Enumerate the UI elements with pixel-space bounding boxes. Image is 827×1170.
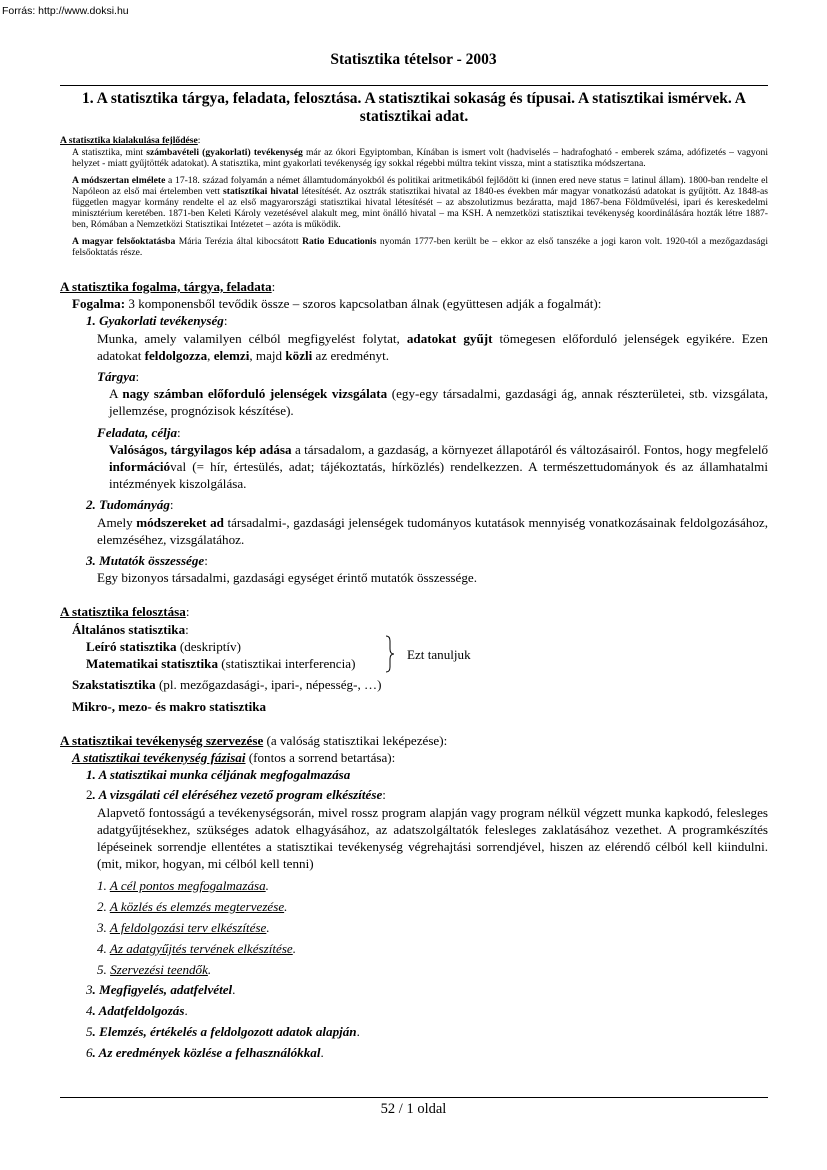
intro-heading: A statisztika kialakulása fejlődése	[60, 135, 198, 146]
brace-note: Ezt tanuljuk	[407, 646, 471, 662]
matematikai-item: Matematikai statisztika (statisztikai interferencia)	[86, 656, 356, 672]
felosztas-heading: A statisztika felosztása	[60, 604, 186, 620]
step-3: 3. Megfigyelés, adatfelvétel.	[86, 982, 236, 998]
document-body	[60, 135, 768, 1061]
section-title: 1. A statisztika tárgya, feladata, felosztása. A statisztikai sokaság és típusai. A statisztikai ismérvek. A statisztikai adat.	[82, 90, 746, 125]
fogalma-definition: Fogalma: 3 komponensből tevődik össze – szoros kapcsolatban álnak (együttesen adják a fogalmát):	[72, 296, 602, 312]
szervezes-section: A statisztikai tevékenység szervezése (a valóság statisztikai leképezése): A statisztikai tevékenység fázisai (fontos a sorrend betartása): 1. A statisztikai munka céljának megfogalmazása 2. A vizsgálati cél eléréséhez vezető program elkészítése: Alapvető fontosságú a tevékenységsorán, mivel rossz program alapján vagy program nélkül végzett munka kapkodó, felesleges adatgyűjtésekhez, szükséges adatok elhagyásához, az adatszolgáltatók felesleges zaklatásához vezethet. A programkészítés lépéseinek sorrendje ellentétes a statisztikai tevékenység végrehajtási sorrendjével, hiszen az elérendő célból kell kiindulni. (mit, mikor, hogyan, mi célból kell tenni) 1. A cél pontos megfogalmazása. 2. A közlés és elemzés megtervezése. 3. A feldolgozási terv elkészítése. 4. Az adatgyűjtés tervének elkészítése. 5. Szervezési teendők. 3. Megfigyelés, adatfelvétel. 4. Adatfeldolgozás. 5. Elemzés, értékelés a feldolgozott adatok alapján. 6. Az eredmények közlése a felhasználókkal.	[60, 732, 768, 1060]
list-item: 1. A cél pontos megfogalmazása.	[97, 878, 269, 894]
header-rule	[60, 85, 768, 86]
fogalma-section: A statisztika fogalma, tárgya, feladata: Fogalma: 3 komponensből tevődik össze – szoros kapcsolatban álnak (együttesen adják a fogalmát): 1. Gyakorlati tevékenység: Munka, amely valamilyen célból megfigyelést folytat, adatokat gyűjt tömegesen előforduló jelenségek egyikére. Ezen adatokat feldolgozza, elemzi, majd közli az eredményt. Tárgya: A nagy számban előforduló jelenségek vizsgálata (egy-egy társadalmi, gazdasági ág, annak részterületei, stb. vizsgálata, jellemzése, prognózisok készítése). Feladata, célja: Valóságos, tárgyilagos kép adása a társadalom, a gazdaság, a környezet állapotáról és változásairól. Fontos, hogy megfelelő információval (= hír, értesülés, adat; tájékoztatás, hírközlés) rendelkezzen. A természettudományok és az államhatalmi intézmények kiszolgálása. 2. Tudományág: Amely módszereket ad társadalmi-, gazdasági jelenségek tudományos kutatások mennyiség vonatkozásainak feldolgozásához, elemzéséhez, vizsgálatához. 3. Mutatók összessége: Egy bizonyos társadalmi, gazdasági egységet érintő mutatók összessége.	[60, 279, 769, 586]
step-6: 6. Az eredmények közlése a felhasználókkal.	[86, 1044, 324, 1060]
felosztas-section: A statisztika felosztása: Általános statisztika: Leíró statisztika (deskriptív) Matematikai statisztika (statisztikai interferencia) Ezt tanuljuk Szakstatisztika (pl. mezőgazdasági-, ipari-, népesség-, …) Mikro-, mezo- és makro statisztika	[60, 603, 768, 714]
altalanos-item: Általános statisztika:	[72, 621, 189, 637]
intro-paragraph-2: A módszertan elmélete a 17-18. század folyamán a német államtudományokból és politikai aritmetikából fejlődött ki (innen ered neve status = latinul állam). 1800-ban rendelte el Napóleon az első mai értelemben vett statisztikai hivatal létesítését. Az osztrák statisztikai hivatal az 1840-es években már magyar vonatkozású adatokat is gyűjtött. Az 1848-as független magyar kormány rendelte el az első magyarországi statisztikai hivatal létesítését – az abszolutizmus bezáratta, majd 1867-bena Földművelési, ipari és kereskedelmi minisztérium keretében. 1871-ben Keleti Károly vezetésével alakult meg, mint önálló hivatal – ma KSH. A nemzetközi statisztikai tevékenység koordinálására hozták létre 1887-ben, Rómában a Nemzetközi Statisztikai Intézetet – azóta is működik.	[72, 174, 769, 231]
tudomanyag-heading: 2. Tudományág:	[86, 497, 174, 513]
fogalma-heading: A statisztika fogalma, tárgya, feladata	[60, 279, 272, 295]
page-number: 52 / 1 oldal	[380, 1101, 447, 1117]
source-label: Forrás: http://www.doksi.hu	[2, 5, 129, 17]
program-steps-list	[60, 877, 768, 977]
step-2: 2. A vizsgálati cél eléréséhez vezető program elkészítése:	[86, 787, 386, 803]
szervezes-heading: A statisztikai tevékenység szervezése	[60, 732, 264, 748]
feladata-text: Valóságos, tárgyilagos kép adása a társadalom, a gazdaság, a környezet állapotáról és változásairól. Fontos, hogy megfelelő információval (= hír, értesülés, adat; tájékoztatás, hírközlés) rendelkezzen. A természettudományok és az államhatalmi intézmények kiszolgálása.	[109, 441, 768, 492]
step-4: 4. Adatfeldolgozás.	[86, 1003, 188, 1019]
list-item: 4. Az adatgyűjtés tervének elkészítése.	[97, 940, 297, 956]
step-2-text: Alapvető fontosságú a tevékenységsorán, mivel rossz program alapján vagy program nélkül végzett munka kapkodó, felesleges adatgyűjtésekhez, szükséges adatok elhagyásához, az adatszolgáltatók felesleges zaklatásához vezethet. A programkészítés lépéseinek sorrendje ellentétes a statisztikai tevékenység végrehajtási sorrendjével, hiszen az elérendő célból kell kiindulni. (mit, mikor, hogyan, mi célból kell tenni)	[97, 804, 768, 872]
gyakorlati-heading: 1. Gyakorlati tevékenység:	[86, 313, 228, 329]
list-item: 2. A közlés és elemzés megtervezése.	[97, 899, 288, 915]
step-5: 5. Elemzés, értékelés a feldolgozott adatok alapján.	[86, 1023, 360, 1039]
list-item: 5. Szervezési teendők.	[97, 961, 212, 977]
mutatok-heading: 3. Mutatók összessége:	[86, 553, 208, 569]
list-item: 3. A feldolgozási terv elkészítése.	[97, 919, 270, 935]
targya-heading: Tárgya:	[97, 369, 140, 385]
gyakorlati-text: Munka, amely valamilyen célból megfigyelést folytat, adatokat gyűjt tömegesen előforduló jelenségek egyikére. Ezen adatokat feldolgozza, elemzi, majd közli az eredményt.	[97, 330, 768, 363]
footer-rule	[60, 1097, 768, 1098]
curly-brace-icon	[385, 635, 395, 673]
intro-block: A statisztika kialakulása fejlődése: A statisztika, mint számbavételi (gyakorlati) tevékenység már az ókori Egyiptomban, Kínában is ismert volt (hadviselés – hadrafogható - emberek száma, adófizetés – vagyoni helyzet - miatt gyűjtötték adatokat). A statisztika, mint gyakorlati tevékenység így sokkal régebbi múltra tekint vissza, mint a statisztika módszertana. A módszertan elmélete a 17-18. század folyamán a német államtudományokból és politikai aritmetikából fejlődött ki (innen ered neve status = latinul állam). 1800-ban rendelte el Napóleon az első mai értelemben vett statisztikai hivatal létesítését. Az osztrák statisztikai hivatal az 1840-es években már magyar vonatkozású adatokat is gyűjtött. Az 1848-as független magyar kormány rendelte el az első magyarországi statisztikai hivatal létesítését – az abszolutizmus bezáratta, majd 1867-bena Földművelési, ipari és kereskedelmi minisztérium keretében. 1871-ben Keleti Károly vezetésével alakult meg, mint önálló hivatal – ma KSH. A nemzetközi statisztikai tevékenység koordinálására hozták létre 1887-ben, Rómában a Nemzetközi Statisztikai Intézetet – azóta is működik. A magyar felsőoktatásba Mária Terézia által kibocsátott Ratio Educationis nyomán 1777-ben került be – ekkor az első tanszéke a jogi karon volt. 1920-tól a mezőgazdasági felsőoktatás része.	[60, 135, 769, 258]
step-1: 1. A statisztikai munka céljának megfogalmazása	[86, 767, 351, 783]
brace-group	[60, 638, 768, 672]
mutatok-text: Egy bizonyos társadalmi, gazdasági egységet érintő mutatók összessége.	[97, 570, 477, 586]
mikro-item: Mikro-, mezo- és makro statisztika	[72, 698, 267, 714]
tudomanyag-text: Amely módszereket ad társadalmi-, gazdasági jelenségek tudományos kutatások mennyiség vonatkozásainak feldolgozásához, elemzéséhez, vizsgálatához.	[97, 514, 768, 547]
document-title: Statisztika tételsor - 2003	[330, 51, 497, 68]
targya-text: A nagy számban előforduló jelenségek vizsgálata (egy-egy társadalmi, gazdasági ág, annak részterületei, stb. vizsgálata, jellemzése, prognózisok készítése).	[109, 386, 769, 419]
szakstatisztika-item: Szakstatisztika (pl. mezőgazdasági-, ipari-, népesség-, …)	[72, 677, 382, 693]
leiro-item: Leíró statisztika (deskriptív)	[86, 638, 241, 654]
fazisai-heading: A statisztikai tevékenység fázisai (fontos a sorrend betartása):	[72, 749, 396, 765]
feladata-heading: Feladata, célja:	[97, 424, 181, 440]
intro-paragraph-3: A magyar felsőoktatásba Mária Terézia által kibocsátott Ratio Educationis nyomán 1777-ben került be – ekkor az első tanszéke a jogi karon volt. 1920-tól a mezőgazdasági felsőoktatás része.	[72, 235, 768, 258]
intro-paragraph-1: A statisztika, mint számbavételi (gyakorlati) tevékenység már az ókori Egyiptomban, Kínában is ismert volt (hadviselés – hadrafogható - emberek száma, adófizetés – vagyoni helyzet - miatt gyűjtötték adatokat). A statisztika, mint gyakorlati tevékenység így sokkal régebbi múltra tekint vissza, mint a statisztika módszertana.	[72, 147, 768, 170]
